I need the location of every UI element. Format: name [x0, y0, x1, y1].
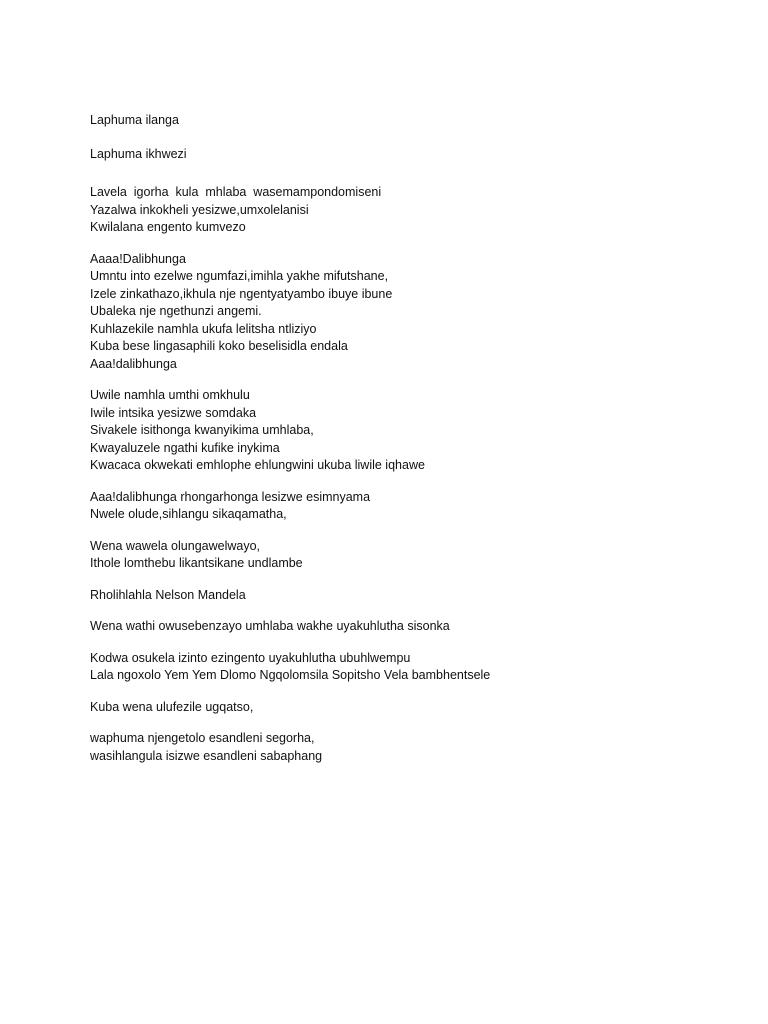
stanza-8	[90, 650, 730, 685]
poem-line: Kuba bese lingasaphili koko beselisidla endala	[90, 339, 348, 353]
poem-line: Aaa!dalibhunga	[90, 356, 177, 371]
poem-line: Aaaa!Dalibhunga	[90, 251, 186, 266]
stanza-2	[90, 251, 730, 374]
poem-line: Wena wawela olungawelwayo,	[90, 538, 261, 553]
stanza-6	[90, 587, 730, 605]
poem-line: Sivakele isithonga kwanyikima umhlaba,	[90, 423, 314, 437]
poem-line: Kodwa osukela izinto ezingento uyakuhlutha ubuhlwempu	[90, 650, 411, 665]
stanza-1	[90, 184, 730, 237]
stanza-3	[90, 387, 730, 475]
poem-line: Kuhlazekile namhla ukufa lelitsha ntliziyo	[90, 321, 317, 336]
poem-line: Ithole lomthebu likantsikane undlambe	[90, 556, 303, 570]
poem-line: Wena wathi owusebenzayo umhlaba wakhe uyakuhlutha sisonka	[90, 619, 450, 633]
poem-line: Umntu into ezelwe ngumfazi,imihla yakhe mifutshane,	[90, 269, 389, 283]
stanza-4	[90, 489, 730, 524]
poem-line: Kwilalana engento kumvezo	[90, 220, 246, 234]
poem-line: wasihlangula isizwe esandleni sabaphang	[90, 748, 323, 763]
poem-line: Iwile intsika yesizwe somdaka	[90, 405, 257, 420]
poem-line: Rholihlahla Nelson Mandela	[90, 587, 246, 602]
poem-line: Yazalwa inkokheli yesizwe,umxolelanisi	[90, 202, 309, 217]
poem-line: Lavela igorha kula mhlaba wasemampondomiseni	[90, 185, 382, 199]
poem-line: Kwayaluzele ngathi kufike inykima	[90, 440, 280, 455]
poem-line: Aaa!dalibhunga rhongarhonga lesizwe esimnyama	[90, 489, 371, 504]
poem-line: Nwele olude,sihlangu sikaqamatha,	[90, 507, 287, 521]
document-page	[90, 112, 730, 765]
poem-line: Kwacaca okwekati emhlophe ehlungwini ukuba liwile iqhawe	[90, 458, 425, 472]
stanza-10	[90, 730, 730, 765]
stanza-5	[90, 538, 730, 573]
poem-line: Kuba wena ulufezile ugqatso,	[90, 699, 254, 714]
stanza-9	[90, 699, 730, 717]
poem-line: Izele zinkathazo,ikhula nje ngentyatyambo ibuye ibune	[90, 286, 393, 301]
poem-line: Ubaleka nje ngethunzi angemi.	[90, 304, 262, 318]
stanza-7	[90, 618, 730, 636]
poem-line: waphuma njengetolo esandleni segorha,	[90, 731, 315, 745]
poem-line: Uwile namhla umthi omkhulu	[90, 388, 250, 402]
poem-title-line-1: Laphuma ilanga	[90, 113, 179, 127]
poem-title-line-2: Laphuma ikhwezi	[90, 146, 187, 161]
poem-line: Lala ngoxolo Yem Yem Dlomo Ngqolomsila Sopitsho Vela bambhentsele	[90, 668, 491, 682]
